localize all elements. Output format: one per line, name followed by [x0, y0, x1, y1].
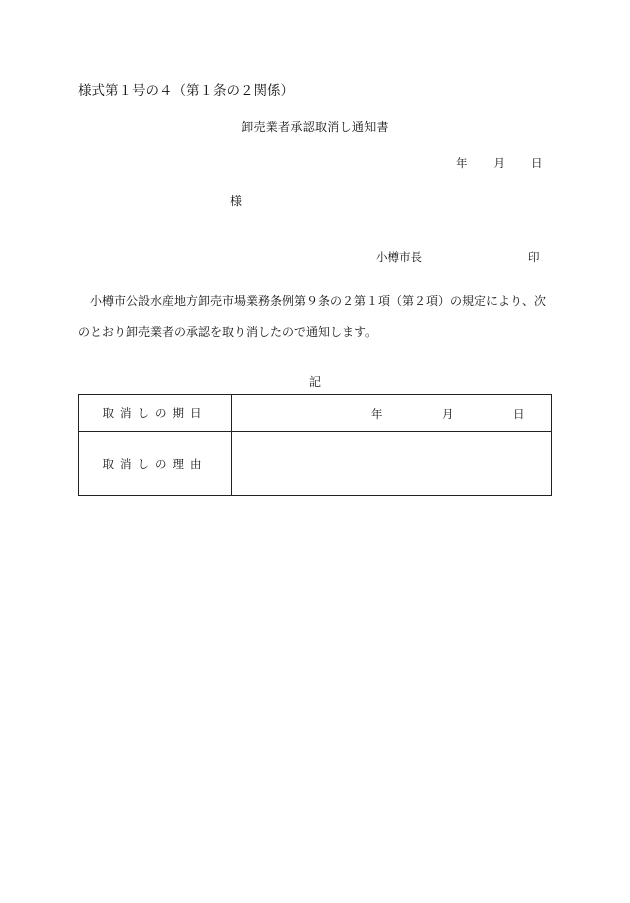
cell-year: 年 — [371, 407, 383, 421]
cell-month: 月 — [442, 407, 454, 421]
table-row — [79, 432, 552, 496]
cancellation-date-label: 取消しの期日 — [79, 395, 232, 432]
ki-heading: 記 — [308, 375, 321, 389]
date-day: 日 — [531, 156, 543, 170]
table-row — [79, 395, 552, 432]
seal-mark: 印 — [528, 250, 540, 264]
notice-body: 小樽市公設水産地方卸売市場業務条例第９条の２第１項（第２項）の規定により、次のとおり卸売業者の承認を取り消したので通知します。 — [78, 294, 547, 339]
date-month: 月 — [493, 156, 505, 170]
form-number: 様式第１号の４（第１条の２関係） — [78, 83, 294, 99]
cancellation-date-value — [232, 395, 552, 432]
issue-date — [456, 155, 543, 171]
cell-day: 日 — [513, 407, 525, 421]
cancellation-reason-value — [232, 432, 552, 496]
date-year: 年 — [456, 156, 468, 170]
issuer-name: 小樽市長 — [376, 250, 422, 264]
details-table — [78, 394, 552, 496]
document-title: 卸売業者承認取消し通知書 — [241, 120, 389, 134]
recipient-honorific: 様 — [230, 194, 243, 208]
cancellation-reason-label: 取消しの理由 — [79, 432, 232, 496]
